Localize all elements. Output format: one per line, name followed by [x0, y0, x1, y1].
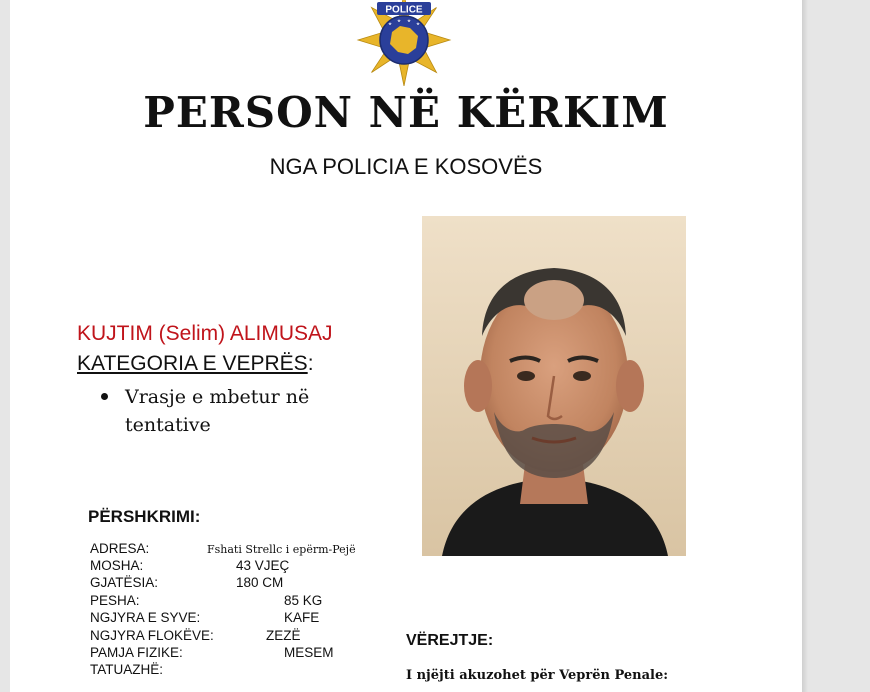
- category-colon: :: [307, 352, 314, 375]
- field-label: ADRESA:: [90, 541, 150, 556]
- document-page: [10, 0, 802, 692]
- notes-text: I njëjti akuzohet për Veprën Penale:: [406, 668, 669, 683]
- police-emblem-icon: [349, 0, 459, 86]
- field-label: PESHA:: [90, 593, 140, 608]
- suspect-photo: [422, 216, 686, 556]
- field-label: GJATËSIA:: [90, 575, 159, 590]
- category-label: [77, 352, 314, 376]
- description-heading: PËRSHKRIMI:: [88, 507, 201, 526]
- field-value: KAFE: [284, 610, 320, 625]
- field-value: MESEM: [284, 645, 334, 660]
- crime-item: Vrasje e mbetur në tentative: [125, 386, 310, 436]
- page-title: PERSON NË KËRKIM: [143, 88, 669, 137]
- bullet-icon: [101, 393, 108, 400]
- field-value: ZEZË: [266, 628, 301, 643]
- field-value: 180 CM: [236, 575, 284, 590]
- field-label: NGJYRA FLOKËVE:: [90, 628, 214, 643]
- page-edge: [802, 0, 808, 692]
- page-subtitle: NGA POLICIA E KOSOVËS: [269, 154, 543, 179]
- crime-list: [103, 383, 363, 439]
- category-label-text: KATEGORIA E VEPRËS: [77, 352, 308, 375]
- field-label: NGJYRA E SYVE:: [90, 610, 201, 625]
- field-label: MOSHA:: [90, 558, 144, 573]
- field-value: 85 KG: [284, 593, 323, 608]
- field-value: Fshati Strellc i epërm-Pejë: [207, 543, 356, 556]
- emblem-text: POLICE: [385, 4, 423, 16]
- suspect-name: KUJTIM (Selim) ALIMUSAJ: [77, 322, 333, 345]
- field-label: PAMJA FIZIKE:: [90, 645, 183, 660]
- field-label: TATUAZHË:: [90, 662, 163, 677]
- notes-heading: VËREJTJE:: [406, 632, 494, 649]
- field-value: 43 VJEÇ: [236, 558, 290, 573]
